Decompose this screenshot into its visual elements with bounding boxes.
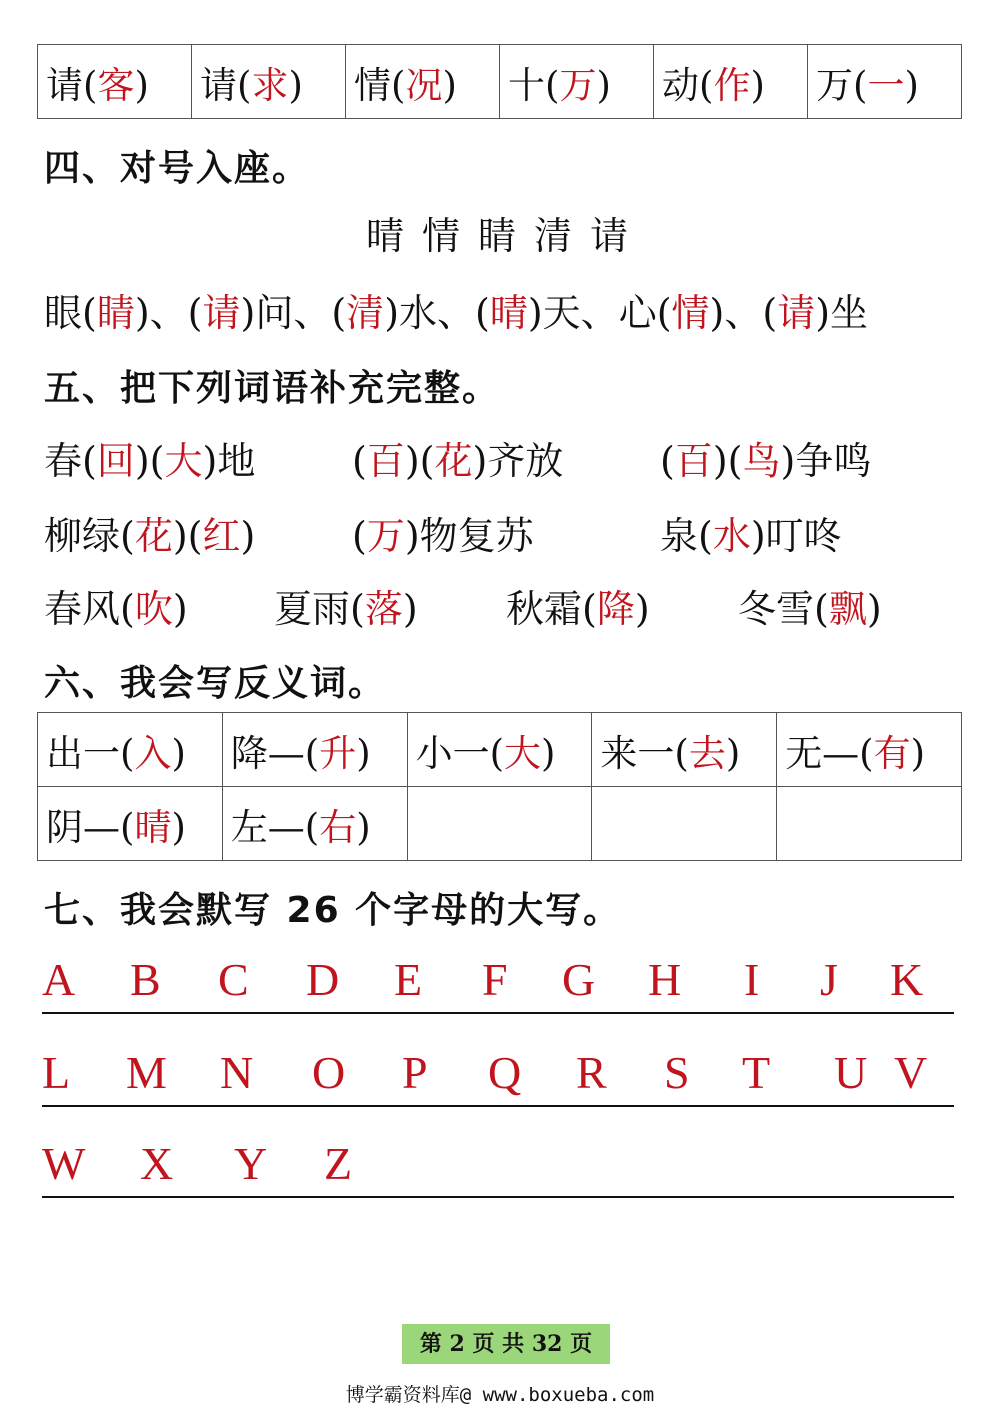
text: (	[331, 291, 347, 335]
text: 春(	[44, 439, 97, 483]
answer: 请	[777, 291, 816, 335]
letter: U	[834, 1047, 868, 1098]
answer: 请	[202, 291, 241, 335]
text: 春风(	[44, 587, 135, 631]
cell-answer: 况	[405, 63, 443, 107]
text: )	[171, 731, 186, 775]
text: 冬雪(	[738, 587, 829, 631]
answer: 晴	[489, 291, 528, 335]
letter: F	[482, 954, 508, 1005]
char-choice: 请	[590, 214, 635, 258]
text: 小一(	[415, 731, 505, 775]
answer: 飘	[828, 587, 867, 631]
char-choices	[0, 205, 1000, 260]
letter: B	[130, 954, 161, 1005]
text: )问、	[240, 291, 332, 335]
text: 心(	[618, 291, 672, 335]
table-cell: 十(万)	[500, 45, 654, 119]
answer: 去	[688, 731, 726, 775]
answer: 回	[96, 439, 135, 483]
text: )(	[134, 439, 165, 483]
text: 眼(	[44, 291, 97, 335]
text: )齐放	[472, 439, 564, 483]
text: )坐	[815, 291, 869, 335]
word-table	[37, 44, 962, 119]
text: )	[402, 587, 418, 631]
cell-answer: 客	[97, 63, 135, 107]
answer: 晴	[134, 805, 172, 849]
answer: 有	[873, 731, 911, 775]
answer: 落	[364, 587, 403, 631]
letter-row-1	[42, 952, 954, 1014]
answer: 降	[596, 587, 635, 631]
answer: 鸟	[742, 439, 781, 483]
answer: 吹	[134, 587, 173, 631]
table-cell: 情(况)	[346, 45, 500, 119]
cell-answer: 一	[867, 63, 905, 107]
text: (	[352, 439, 367, 483]
answer: 水	[712, 514, 751, 558]
text: (	[762, 291, 778, 335]
section5-title: 五、把下列词语补充完整。	[44, 368, 501, 409]
section7-title: 七、我会默写 26 个字母的大写。	[44, 890, 622, 931]
letter: V	[894, 1047, 928, 1098]
phrase	[506, 578, 650, 633]
text: 无—(	[785, 731, 874, 775]
answer: 红	[202, 514, 241, 558]
text: )争鸣	[780, 439, 872, 483]
cell-word: 请	[200, 63, 237, 107]
cell-word: 十	[508, 63, 545, 107]
text: (	[475, 291, 490, 335]
letter: C	[218, 954, 249, 1005]
cell-word: 请	[46, 63, 83, 107]
text: 降—(	[230, 731, 320, 775]
answer: 花	[434, 439, 473, 483]
letter: E	[394, 954, 423, 1005]
answer: 入	[134, 731, 172, 775]
text: )	[171, 805, 186, 849]
letter: X	[140, 1138, 174, 1189]
table-cell	[777, 713, 962, 787]
letter: G	[562, 954, 596, 1005]
text: (	[352, 514, 367, 558]
page-number-badge: 第 2 页 共 32 页	[402, 1324, 610, 1364]
text: )	[541, 731, 556, 775]
letter: S	[664, 1047, 690, 1098]
table-row	[38, 45, 962, 119]
text: )物复苏	[404, 514, 534, 558]
cell-word: 情	[354, 63, 391, 107]
phrase	[738, 578, 882, 633]
phrase	[352, 430, 563, 485]
letter: M	[126, 1047, 167, 1098]
table-cell	[592, 713, 777, 787]
text: )	[910, 731, 926, 775]
text: )	[725, 731, 741, 775]
phrase	[274, 578, 418, 633]
letter: D	[306, 954, 340, 1005]
section4-title: 四、对号入座。	[44, 148, 311, 189]
letter: R	[576, 1047, 607, 1098]
answer: 万	[366, 514, 405, 558]
text: )	[634, 587, 650, 631]
text: (	[187, 291, 203, 335]
text: )水、	[384, 291, 476, 335]
phrase	[44, 505, 255, 560]
table-cell-empty	[592, 787, 777, 861]
text: )	[240, 514, 256, 558]
letter: Z	[324, 1138, 353, 1189]
letter: W	[42, 1138, 86, 1189]
table-row	[38, 787, 962, 861]
letter: O	[312, 1047, 346, 1098]
letter: P	[402, 1047, 428, 1098]
section4-answers	[44, 282, 868, 337]
char-choice: 清	[534, 214, 579, 258]
answer: 睛	[96, 291, 135, 335]
text: )	[356, 805, 371, 849]
table-cell: 请(客)	[38, 45, 192, 119]
answer: 右	[319, 805, 357, 849]
table-cell	[407, 713, 592, 787]
char-choice: 晴	[365, 214, 410, 258]
text: 出一(	[46, 731, 135, 775]
antonym-table	[37, 712, 962, 861]
letter: K	[890, 954, 924, 1005]
char-choice: 情	[421, 214, 466, 258]
answer: 升	[319, 731, 357, 775]
text: )天、	[527, 291, 619, 335]
table-cell: 请(求)	[192, 45, 346, 119]
site-watermark: 博学霸资料库@ www.boxueba.com	[345, 1384, 655, 1406]
cell-answer: 万	[559, 63, 597, 107]
phrase	[660, 430, 871, 485]
text: )	[866, 587, 882, 631]
answer: 大	[504, 731, 542, 775]
text: )	[172, 587, 188, 631]
table-cell	[222, 713, 407, 787]
cell-answer: 求	[251, 63, 289, 107]
text: 左—(	[230, 805, 320, 849]
text: 柳绿(	[44, 514, 135, 558]
letter-row-3	[42, 1136, 954, 1198]
text: )(	[712, 439, 743, 483]
table-cell	[222, 787, 407, 861]
answer: 百	[674, 439, 713, 483]
cell-answer: 作	[713, 63, 751, 107]
table-cell: 动(作)	[654, 45, 808, 119]
text: 秋霜(	[506, 587, 597, 631]
table-cell: 万(一)	[808, 45, 962, 119]
answer: 情	[671, 291, 710, 335]
text: )、	[134, 291, 188, 335]
text: )、	[709, 291, 763, 335]
letter: I	[744, 954, 760, 1005]
phrase	[44, 578, 188, 633]
answer: 百	[366, 439, 405, 483]
letter: T	[742, 1047, 771, 1098]
text: )地	[202, 439, 256, 483]
letter-row-2	[42, 1045, 954, 1107]
char-choice: 睛	[477, 214, 522, 258]
letter: A	[42, 954, 76, 1005]
answer: 花	[134, 514, 173, 558]
text: 阴—(	[46, 805, 135, 849]
section6-title: 六、我会写反义词。	[44, 663, 387, 704]
table-cell	[38, 713, 223, 787]
letter: N	[220, 1047, 254, 1098]
letter: L	[42, 1047, 71, 1098]
letter: H	[648, 954, 682, 1005]
text: )(	[404, 439, 435, 483]
phrase	[660, 505, 842, 560]
table-cell-empty	[407, 787, 592, 861]
text: )	[356, 731, 371, 775]
letter: J	[820, 954, 838, 1005]
text: 来一(	[600, 731, 689, 775]
table-row	[38, 713, 962, 787]
text: (	[660, 439, 675, 483]
table-cell-empty	[777, 787, 962, 861]
answer: 清	[346, 291, 385, 335]
table-cell	[38, 787, 223, 861]
phrase	[352, 505, 534, 560]
answer: 大	[164, 439, 203, 483]
letter: Q	[488, 1047, 522, 1098]
phrase	[44, 430, 255, 485]
text: )(	[172, 514, 203, 558]
text: 泉(	[660, 514, 713, 558]
letter: Y	[234, 1138, 268, 1189]
text: 夏雨(	[274, 587, 365, 631]
cell-word: 动	[662, 63, 699, 107]
cell-word: 万	[816, 63, 853, 107]
text: )叮咚	[750, 514, 842, 558]
